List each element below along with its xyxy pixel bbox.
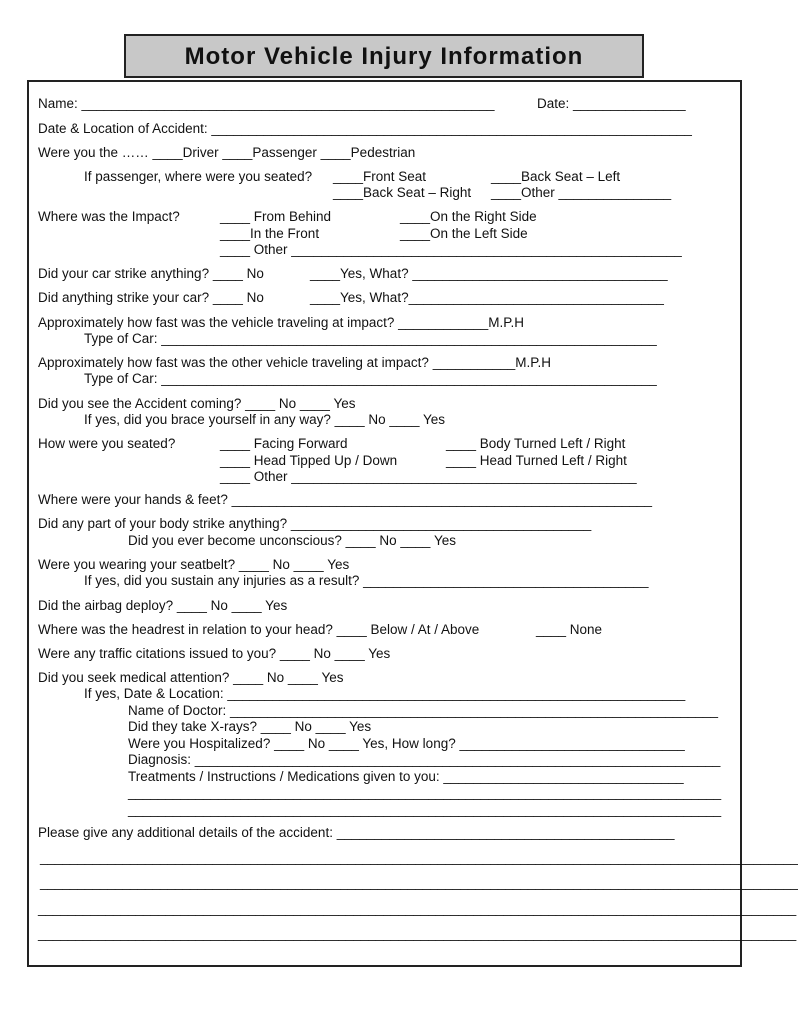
front-seat-option[interactable]: ____Front Seat — [333, 169, 427, 184]
type-of-car-field-2[interactable]: Type of Car: __________________________________________________________________ — [84, 371, 657, 386]
date-location-field[interactable]: Date & Location of Accident: ________________________________________________________________ — [38, 121, 692, 136]
page-title: Motor Vehicle Injury Information — [184, 43, 584, 70]
seated-question: How were you seated? — [38, 436, 176, 451]
facing-forward-option[interactable]: ____ Facing Forward — [220, 436, 348, 451]
medical-question[interactable]: Did you seek medical attention? ____ No ____ Yes — [38, 670, 344, 685]
type-of-car-field-1[interactable]: Type of Car: __________________________________________________________________ — [84, 331, 657, 346]
treatments-blank-line-1[interactable]: _______________________________________________________________________________ — [128, 785, 722, 800]
brace-question[interactable]: If yes, did you brace yourself in any way? ____ No ____ Yes — [84, 412, 445, 427]
head-turned-option[interactable]: ____ Head Turned Left / Right — [446, 453, 627, 468]
impact-behind-option[interactable]: ____ From Behind — [220, 209, 332, 224]
other-vehicle-speed-field[interactable]: Approximately how fast was the other vehicle traveling at impact? ___________M.P.H — [38, 355, 552, 370]
other-seat-option[interactable]: ____Other _______________ — [491, 185, 672, 200]
additional-line-2[interactable]: _____________________________________________________________________________________________________ — [40, 875, 798, 890]
date-field[interactable]: Date: _______________ — [537, 96, 686, 111]
role-options[interactable]: Were you the …… ____Driver ____Passenger ____Pedestrian — [38, 145, 416, 160]
impact-front-option[interactable]: ____In the Front — [220, 226, 320, 241]
treatments-blank-line-2[interactable]: _______________________________________________________________________________ — [128, 802, 722, 817]
hands-feet-field[interactable]: Where were your hands & feet? ________________________________________________________ — [38, 492, 653, 507]
headrest-none-option[interactable]: ____ None — [536, 622, 603, 637]
back-seat-left-option[interactable]: ____Back Seat – Left — [491, 169, 621, 184]
xrays-question[interactable]: Did they take X-rays? ____ No ____ Yes — [128, 719, 372, 734]
vehicle-speed-field[interactable]: Approximately how fast was the vehicle traveling at impact? ____________M.P.H — [38, 315, 525, 330]
additional-details-field[interactable]: Please give any additional details of the accident: _____________________________________________ — [38, 825, 675, 840]
additional-line-4[interactable]: _____________________________________________________________________________________________________ — [38, 926, 797, 941]
body-turned-option[interactable]: ____ Body Turned Left / Right — [446, 436, 626, 451]
passenger-seat-question: If passenger, where were you seated? — [84, 169, 313, 184]
additional-line-1[interactable]: _____________________________________________________________________________________________________ — [40, 850, 798, 865]
additional-line-3[interactable]: _____________________________________________________________________________________________________ — [38, 901, 797, 916]
title-box — [124, 34, 644, 78]
unconscious-question[interactable]: Did you ever become unconscious? ____ No ____ Yes — [128, 533, 456, 548]
impact-question: Where was the Impact? — [38, 209, 180, 224]
impact-left-option[interactable]: ____On the Left Side — [400, 226, 528, 241]
diagnosis-field[interactable]: Diagnosis: ______________________________________________________________________ — [128, 752, 721, 767]
doctor-name-field[interactable]: Name of Doctor: _________________________________________________________________ — [128, 703, 719, 718]
see-accident-question[interactable]: Did you see the Accident coming? ____ No ____ Yes — [38, 396, 356, 411]
car-strike-yes[interactable]: ____Yes, What? __________________________________ — [310, 266, 668, 281]
impact-other-option[interactable]: ____ Other ____________________________________________________ — [220, 242, 682, 257]
anything-strike-question[interactable]: Did anything strike your car? ____ No — [38, 290, 264, 305]
medical-date-location-field[interactable]: If yes, Date & Location: _____________________________________________________________ — [84, 686, 686, 701]
hospitalized-question[interactable]: Were you Hospitalized? ____ No ____ Yes, How long? ______________________________ — [128, 736, 685, 751]
headrest-question[interactable]: Where was the headrest in relation to your head? ____ Below / At / Above — [38, 622, 480, 637]
body-strike-field[interactable]: Did any part of your body strike anything? ________________________________________ — [38, 516, 592, 531]
head-tipped-option[interactable]: ____ Head Tipped Up / Down — [220, 453, 398, 468]
seatbelt-question[interactable]: Were you wearing your seatbelt? ____ No ____ Yes — [38, 557, 350, 572]
injuries-field[interactable]: If yes, did you sustain any injuries as a result? ______________________________________ — [84, 573, 649, 588]
impact-right-option[interactable]: ____On the Right Side — [400, 209, 537, 224]
treatments-field[interactable]: Treatments / Instructions / Medications given to you: ________________________________ — [128, 769, 684, 784]
seated-other-option[interactable]: ____ Other ______________________________________________ — [220, 469, 637, 484]
airbag-question[interactable]: Did the airbag deploy? ____ No ____ Yes — [38, 598, 288, 613]
name-field[interactable]: Name: _______________________________________________________ — [38, 96, 495, 111]
citations-question[interactable]: Were any traffic citations issued to you? ____ No ____ Yes — [38, 646, 391, 661]
anything-strike-yes[interactable]: ____Yes, What?__________________________________ — [310, 290, 664, 305]
back-seat-right-option[interactable]: ____Back Seat – Right — [333, 185, 472, 200]
car-strike-question[interactable]: Did your car strike anything? ____ No — [38, 266, 264, 281]
